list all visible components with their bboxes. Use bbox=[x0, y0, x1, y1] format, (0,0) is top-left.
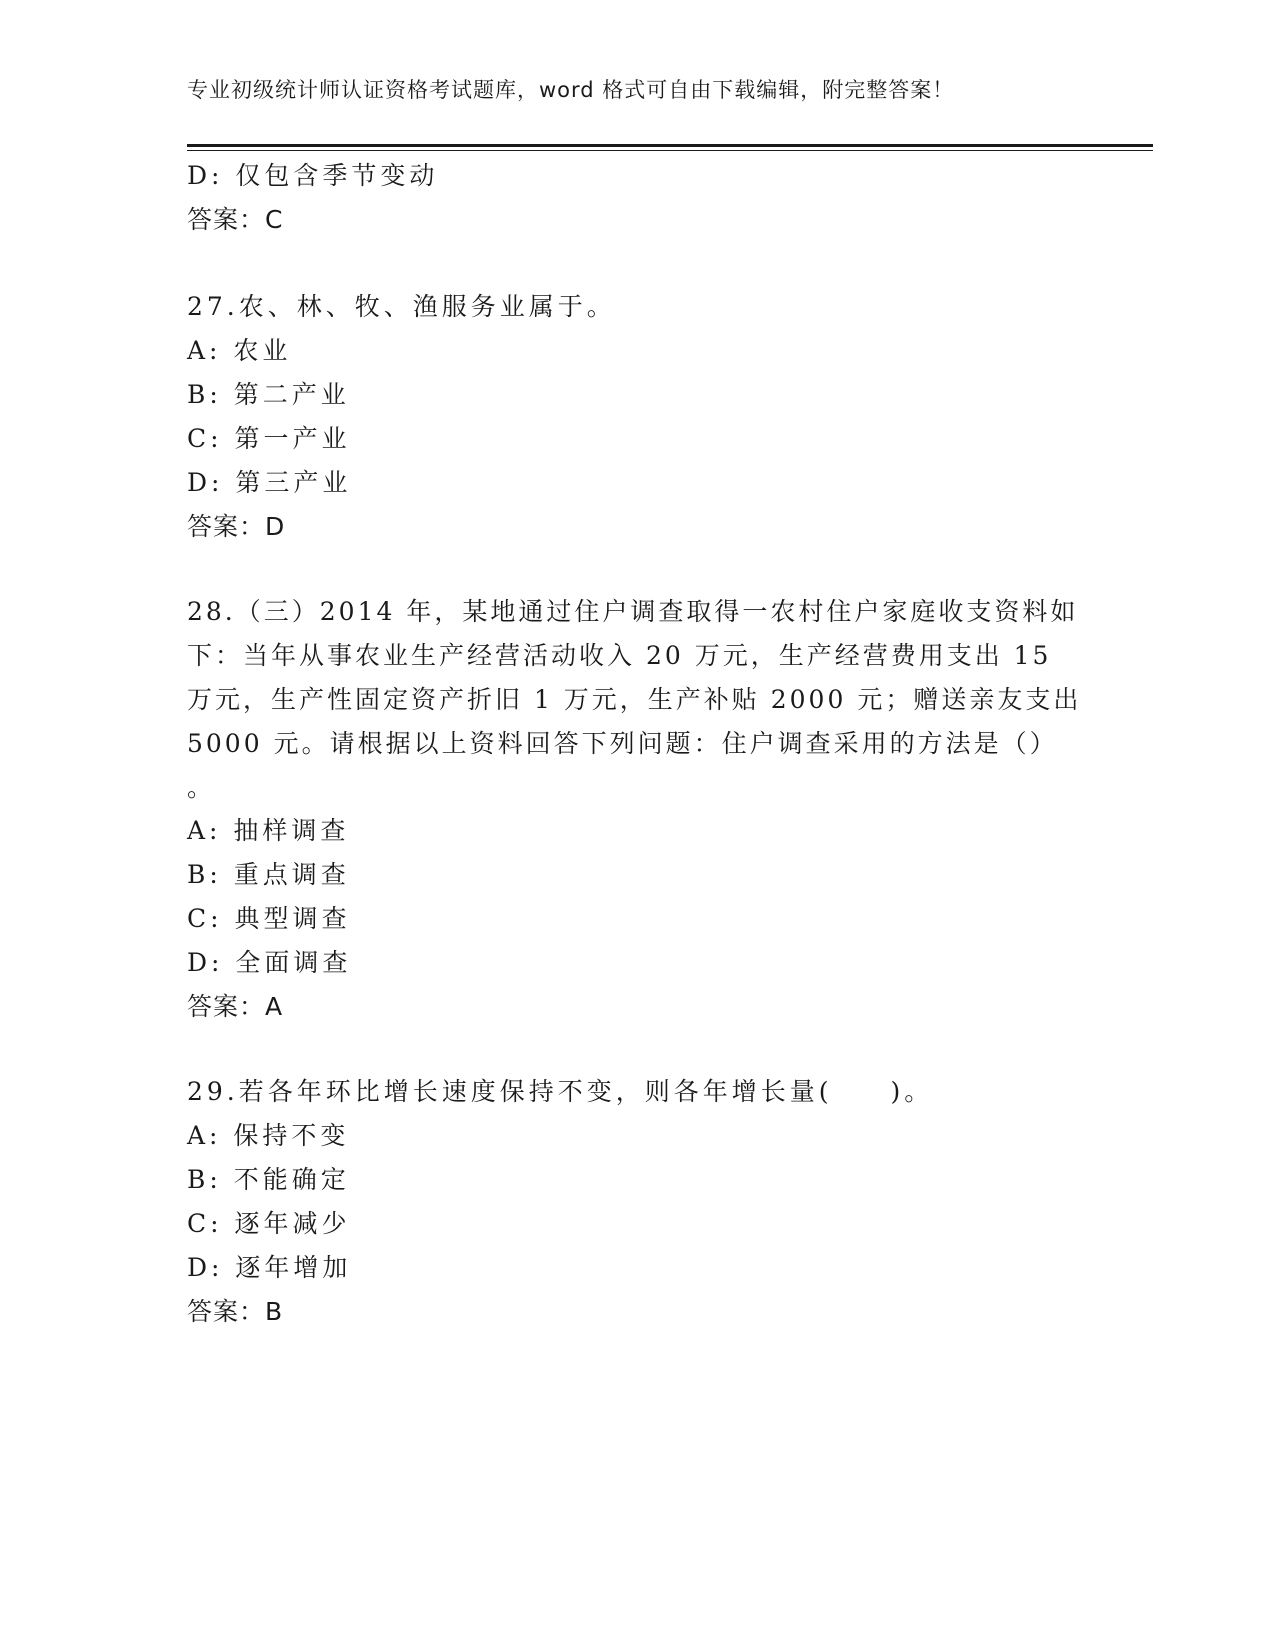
question-stem-line: 5000 元。请根据以上资料回答下列问题：住户调查采用的方法是（） bbox=[187, 729, 1058, 758]
option-b: B: 重点调查 bbox=[187, 860, 350, 889]
question-stem-line: 万元，生产性固定资产折旧 1 万元，生产补贴 2000 元；赠送亲友支出 bbox=[187, 685, 1082, 714]
option-a: A: 农业 bbox=[187, 336, 292, 365]
answer: 答案：B bbox=[187, 1297, 284, 1326]
question-stem-line: 下：当年从事农业生产经营活动收入 20 万元，生产经营费用支出 15 bbox=[187, 641, 1052, 670]
question-stem: 27.农、林、牧、渔服务业属于。 bbox=[187, 292, 616, 321]
question-stem-line: 。 bbox=[187, 773, 216, 802]
option-d: D: 全面调查 bbox=[187, 948, 352, 977]
answer: 答案：D bbox=[187, 512, 286, 541]
option-d: D: 仅包含季节变动 bbox=[187, 161, 439, 190]
header-divider-thick bbox=[187, 144, 1153, 147]
option-b: B: 第二产业 bbox=[187, 380, 350, 409]
answer: 答案：A bbox=[187, 992, 284, 1021]
header-divider-thin bbox=[187, 150, 1153, 151]
question-stem: 29.若各年环比增长速度保持不变，则各年增长量( )。 bbox=[187, 1077, 934, 1106]
option-a: A: 保持不变 bbox=[187, 1121, 350, 1150]
question-stem-line: 28.（三）2014 年，某地通过住户调查取得一农村住户家庭收支资料如 bbox=[187, 597, 1079, 626]
option-c: C: 逐年减少 bbox=[187, 1209, 351, 1238]
option-d: D: 逐年增加 bbox=[187, 1253, 352, 1282]
option-c: C: 第一产业 bbox=[187, 424, 351, 453]
page-header: 专业初级统计师认证资格考试题库，word 格式可自由下载编辑，附完整答案！ bbox=[187, 78, 955, 102]
answer: 答案：C bbox=[187, 205, 284, 234]
option-c: C: 典型调查 bbox=[187, 904, 351, 933]
option-d: D: 第三产业 bbox=[187, 468, 352, 497]
option-a: A: 抽样调查 bbox=[187, 816, 350, 845]
option-b: B: 不能确定 bbox=[187, 1165, 350, 1194]
